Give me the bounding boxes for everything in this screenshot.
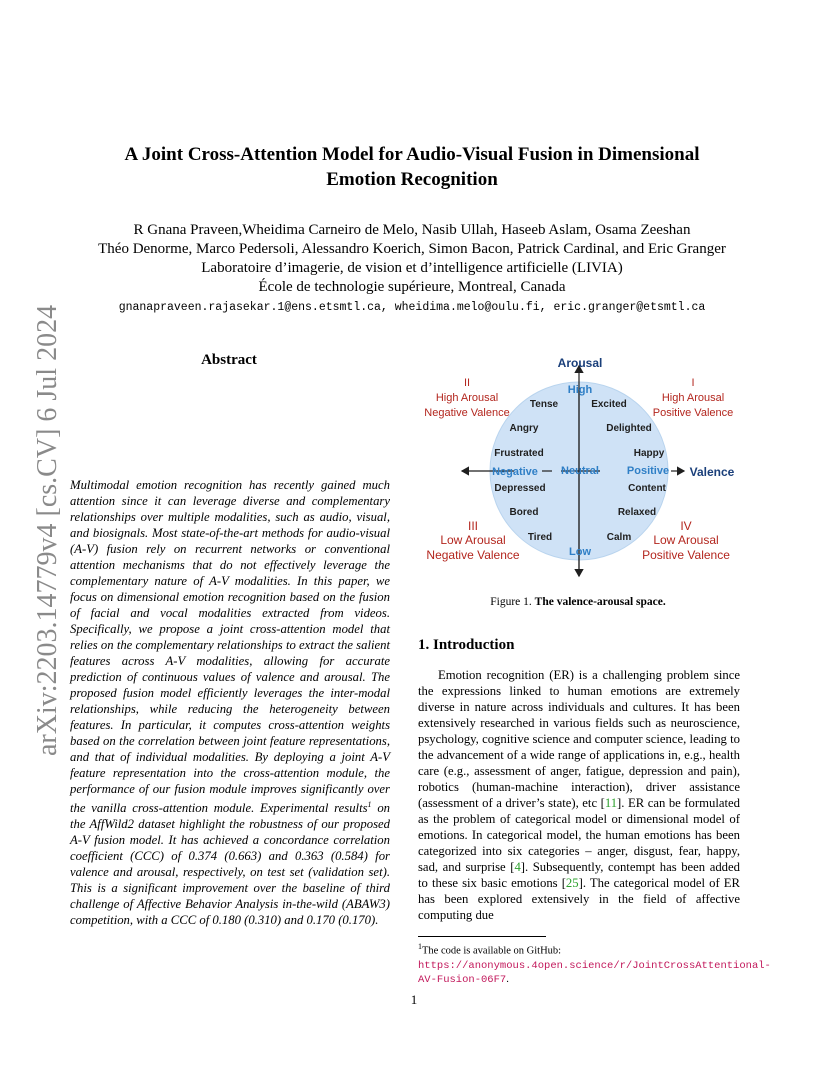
valence-label: Valence (689, 465, 735, 479)
emotion-content: Content (628, 483, 666, 494)
affiliation-lab: Laboratoire d’imagerie, de vision et d’intelligence artificielle (LIVIA) (201, 260, 623, 276)
introduction-heading: 1. Introduction (418, 637, 515, 653)
emotion-depressed: Depressed (494, 483, 546, 494)
quadrant-1-line1: High Arousal (661, 392, 725, 404)
arxiv-sidebar (16, 304, 63, 756)
github-link[interactable]: https://anonymous.4open.science/r/JointCrossAttentional-AV-Fusion-06F7 (418, 959, 771, 986)
quadrant-3-line1: Low Arousal (440, 533, 506, 547)
high-label: High (567, 384, 593, 396)
footnote-rule (418, 936, 546, 937)
abstract-body (70, 477, 390, 928)
intro-text-c: ]. Subsequently, contempt has been added to these six basic emotions [ (418, 860, 740, 890)
negative-label: Negative (492, 466, 538, 478)
quadrant-3-line2: Negative Valence (426, 548, 520, 562)
abstract-text-part2: on the AffWild2 dataset highlight the robustness of our proposed A-V fusion model. It has achieved a concordance correlation coefficient (CCC) of 0.374 (0.663) and 0.363 (0.584) for valence and arousal, respectively, on test set (validation set). This is a significant improvement over the baseline of third challenge of Affective Behavior Analysis in-the-wild (ABAW3) competition, with a CCC of 0.180 (0.310) and 0.170 (0.170). (70, 801, 390, 928)
emotion-delighted: Delighted (606, 423, 652, 434)
quadrant-2-line1: High Arousal (435, 392, 499, 404)
valence-arousal-figure (418, 350, 748, 585)
author-emails: gnanapraveen.rajasekar.1@ens.etsmtl.ca, wheidima.melo@oulu.fi, eric.granger@etsmtl.ca (118, 301, 706, 314)
intro-text-d: ]. The categorical model of ER has been explored extensively in the field of affective computing due (418, 876, 740, 922)
quadrant-1-line2: Positive Valence (652, 407, 734, 419)
arxiv-identifier: arXiv:2203.14779v4 [cs.CV] 6 Jul 2024 (32, 304, 63, 756)
positive-label: Positive (626, 465, 670, 477)
emotion-frustrated: Frustrated (494, 448, 544, 459)
author-list-line1: R Gnana Praveen,Wheidima Carneiro de Melo, Nasib Ullah, Haseeb Aslam, Osama Zeeshan (133, 222, 691, 238)
footnote-marker: 1 (367, 800, 372, 809)
citation-link[interactable]: 25 (565, 876, 579, 890)
quadrant-4-line1: Low Arousal (653, 533, 719, 547)
emotion-tired: Tired (527, 532, 553, 543)
citation-link[interactable]: 4 (514, 860, 521, 874)
arousal-label: Arousal (557, 356, 603, 370)
low-label: Low (569, 546, 591, 558)
affiliation-school: École de technologie supérieure, Montreal, Canada (258, 279, 566, 295)
introduction-body (418, 667, 740, 923)
emotion-happy: Happy (633, 448, 665, 459)
quadrant-2-number: II (463, 377, 471, 389)
quadrant-4-number: IV (680, 519, 692, 533)
emotion-bored: Bored (509, 507, 539, 518)
quadrant-1-number: I (691, 377, 695, 389)
abstract-text-part1: Multimodal emotion recognition has recently gained much attention since it can leverage diverse and complementary relationships over multiple modalities, such as audio, visual, and biosignals. Most state-of-the-art methods for audio-visual (A-V) fusion rely on recurrent networks or conventional attention mechanisms that do not effectively leverage the complementary nature of A-V modalities. In this paper, we focus on dimensional emotion recognition based on the fusion of facial and vocal modalities extracted from videos. Specifically, we propose a joint cross-attention model that relies on the complementary relationships to extract the salient features across A-V modalities, allowing for accurate prediction of continuous values of valence and arousal. The proposed fusion model efficiently leverages the inter-modal relationships, while reducing the heterogeneity between features. In particular, it computes cross-attention weights based on the correlation between joint feature representations, and that of individual modalities. By deploying a joint A-V feature representation into the cross-attention module, the performance of our fusion module improves significantly over the vanilla cross-attention module. Experimental results (70, 478, 390, 816)
intro-text-b: ]. ER can be formulated as the problem of categorical model or dimensional model of emotions. In categorical model, the human emotions has been categorized into six categories – anger, disgust, fear, happy, sad, and surprise [ (418, 796, 740, 874)
emotion-excited: Excited (591, 399, 627, 410)
figure-caption (418, 596, 738, 608)
quadrant-3-number: III (467, 519, 479, 533)
footnote (418, 940, 771, 987)
emotion-angry: Angry (509, 423, 539, 434)
footnote-text: The code is available on GitHub: (422, 945, 562, 957)
page-number: 1 (410, 992, 418, 1007)
emotion-calm: Calm (606, 532, 632, 543)
author-list-line2: Théo Denorme, Marco Pedersoli, Alessandro Koerich, Simon Bacon, Patrick Cardinal, and Eric Granger (98, 241, 726, 257)
footnote-number: 1 (418, 942, 422, 951)
figure-caption-title: The valence-arousal space. (534, 596, 666, 608)
citation-link[interactable]: 11 (604, 796, 618, 810)
neutral-label: Neutral (561, 465, 599, 477)
abstract-heading: Abstract (201, 352, 257, 368)
quadrant-2-line2: Negative Valence (424, 407, 510, 419)
paper-title-line1: A Joint Cross-Attention Model for Audio-Visual Fusion in Dimensional (124, 144, 700, 165)
quadrant-4-line2: Positive Valence (642, 548, 730, 562)
emotion-relaxed: Relaxed (617, 507, 657, 518)
figure-caption-label: Figure 1. (490, 596, 532, 608)
emotion-tense: Tense (529, 399, 559, 410)
footnote-end: . (506, 973, 509, 985)
paper-title-line2: Emotion Recognition (326, 169, 498, 190)
intro-text-a: Emotion recognition (ER) is a challenging problem since the expressions linked to human emotions are extremely diverse in nature across individuals and cultures. It has been extensively researched in various fields such as neuroscience, psychology, cognitive science and computer science, leading to the advancement of a wide range of applications in, e.g., health care (e.g., assessment of anger, fatigue, depression and pain), robotics (human-machine interaction), driver assistance (assessment of a driver’s state), etc [ (418, 668, 740, 810)
